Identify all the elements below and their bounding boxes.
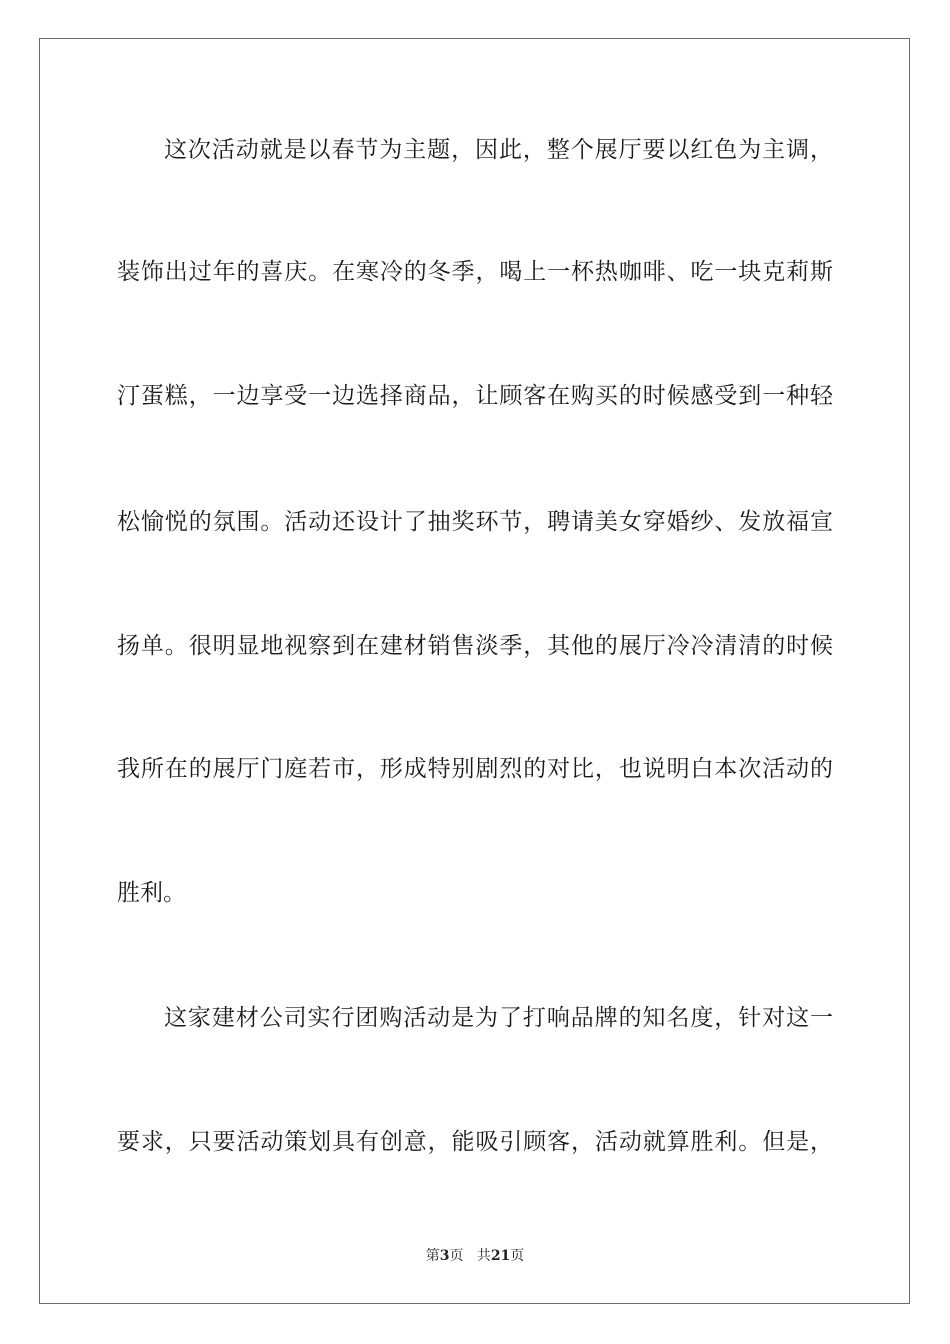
paragraph-1-line-3: 汀蛋糕，一边享受一边选择商品，让顾客在购买的时候感受到一种轻: [117, 383, 833, 409]
footer-page-suffix: 页: [449, 1248, 464, 1264]
paragraph-2-line-2: 要求，只要活动策划具有创意，能吸引顾客，活动就算胜利。但是，: [117, 1129, 833, 1155]
paragraph-1-line-4: 松愉悦的氛围。活动还设计了抽奖环节，聘请美女穿婚纱、发放福宣: [117, 509, 833, 535]
paragraph-2-line-1: 这家建材公司实行团购活动是为了打响品牌的知名度，针对这一: [164, 1005, 833, 1031]
paragraph-1-line-5: 扬单。很明显地视察到在建材销售淡季，其他的展厅冷冷清清的时候: [117, 633, 833, 659]
footer-page-number: 3: [439, 1248, 450, 1264]
footer-total-prefix: 共: [476, 1248, 491, 1264]
paragraph-1-line-2: 装饰出过年的喜庆。在寒冷的冬季，喝上一杯热咖啡、吃一块克莉斯: [117, 259, 833, 285]
footer-total-suffix: 页: [510, 1248, 525, 1264]
paragraph-1-line-7: 胜利。: [117, 880, 186, 906]
page-footer: [0, 1247, 950, 1265]
footer-page-prefix: 第: [425, 1248, 440, 1264]
paragraph-1-line-1: 这次活动就是以春节为主题，因此，整个展厅要以红色为主调，: [164, 137, 833, 163]
paragraph-1-line-6: 我所在的展厅门庭若市，形成特别剧烈的对比，也说明白本次活动的: [117, 756, 833, 782]
footer-total-pages: 21: [490, 1248, 511, 1264]
page-border: [39, 38, 910, 1304]
